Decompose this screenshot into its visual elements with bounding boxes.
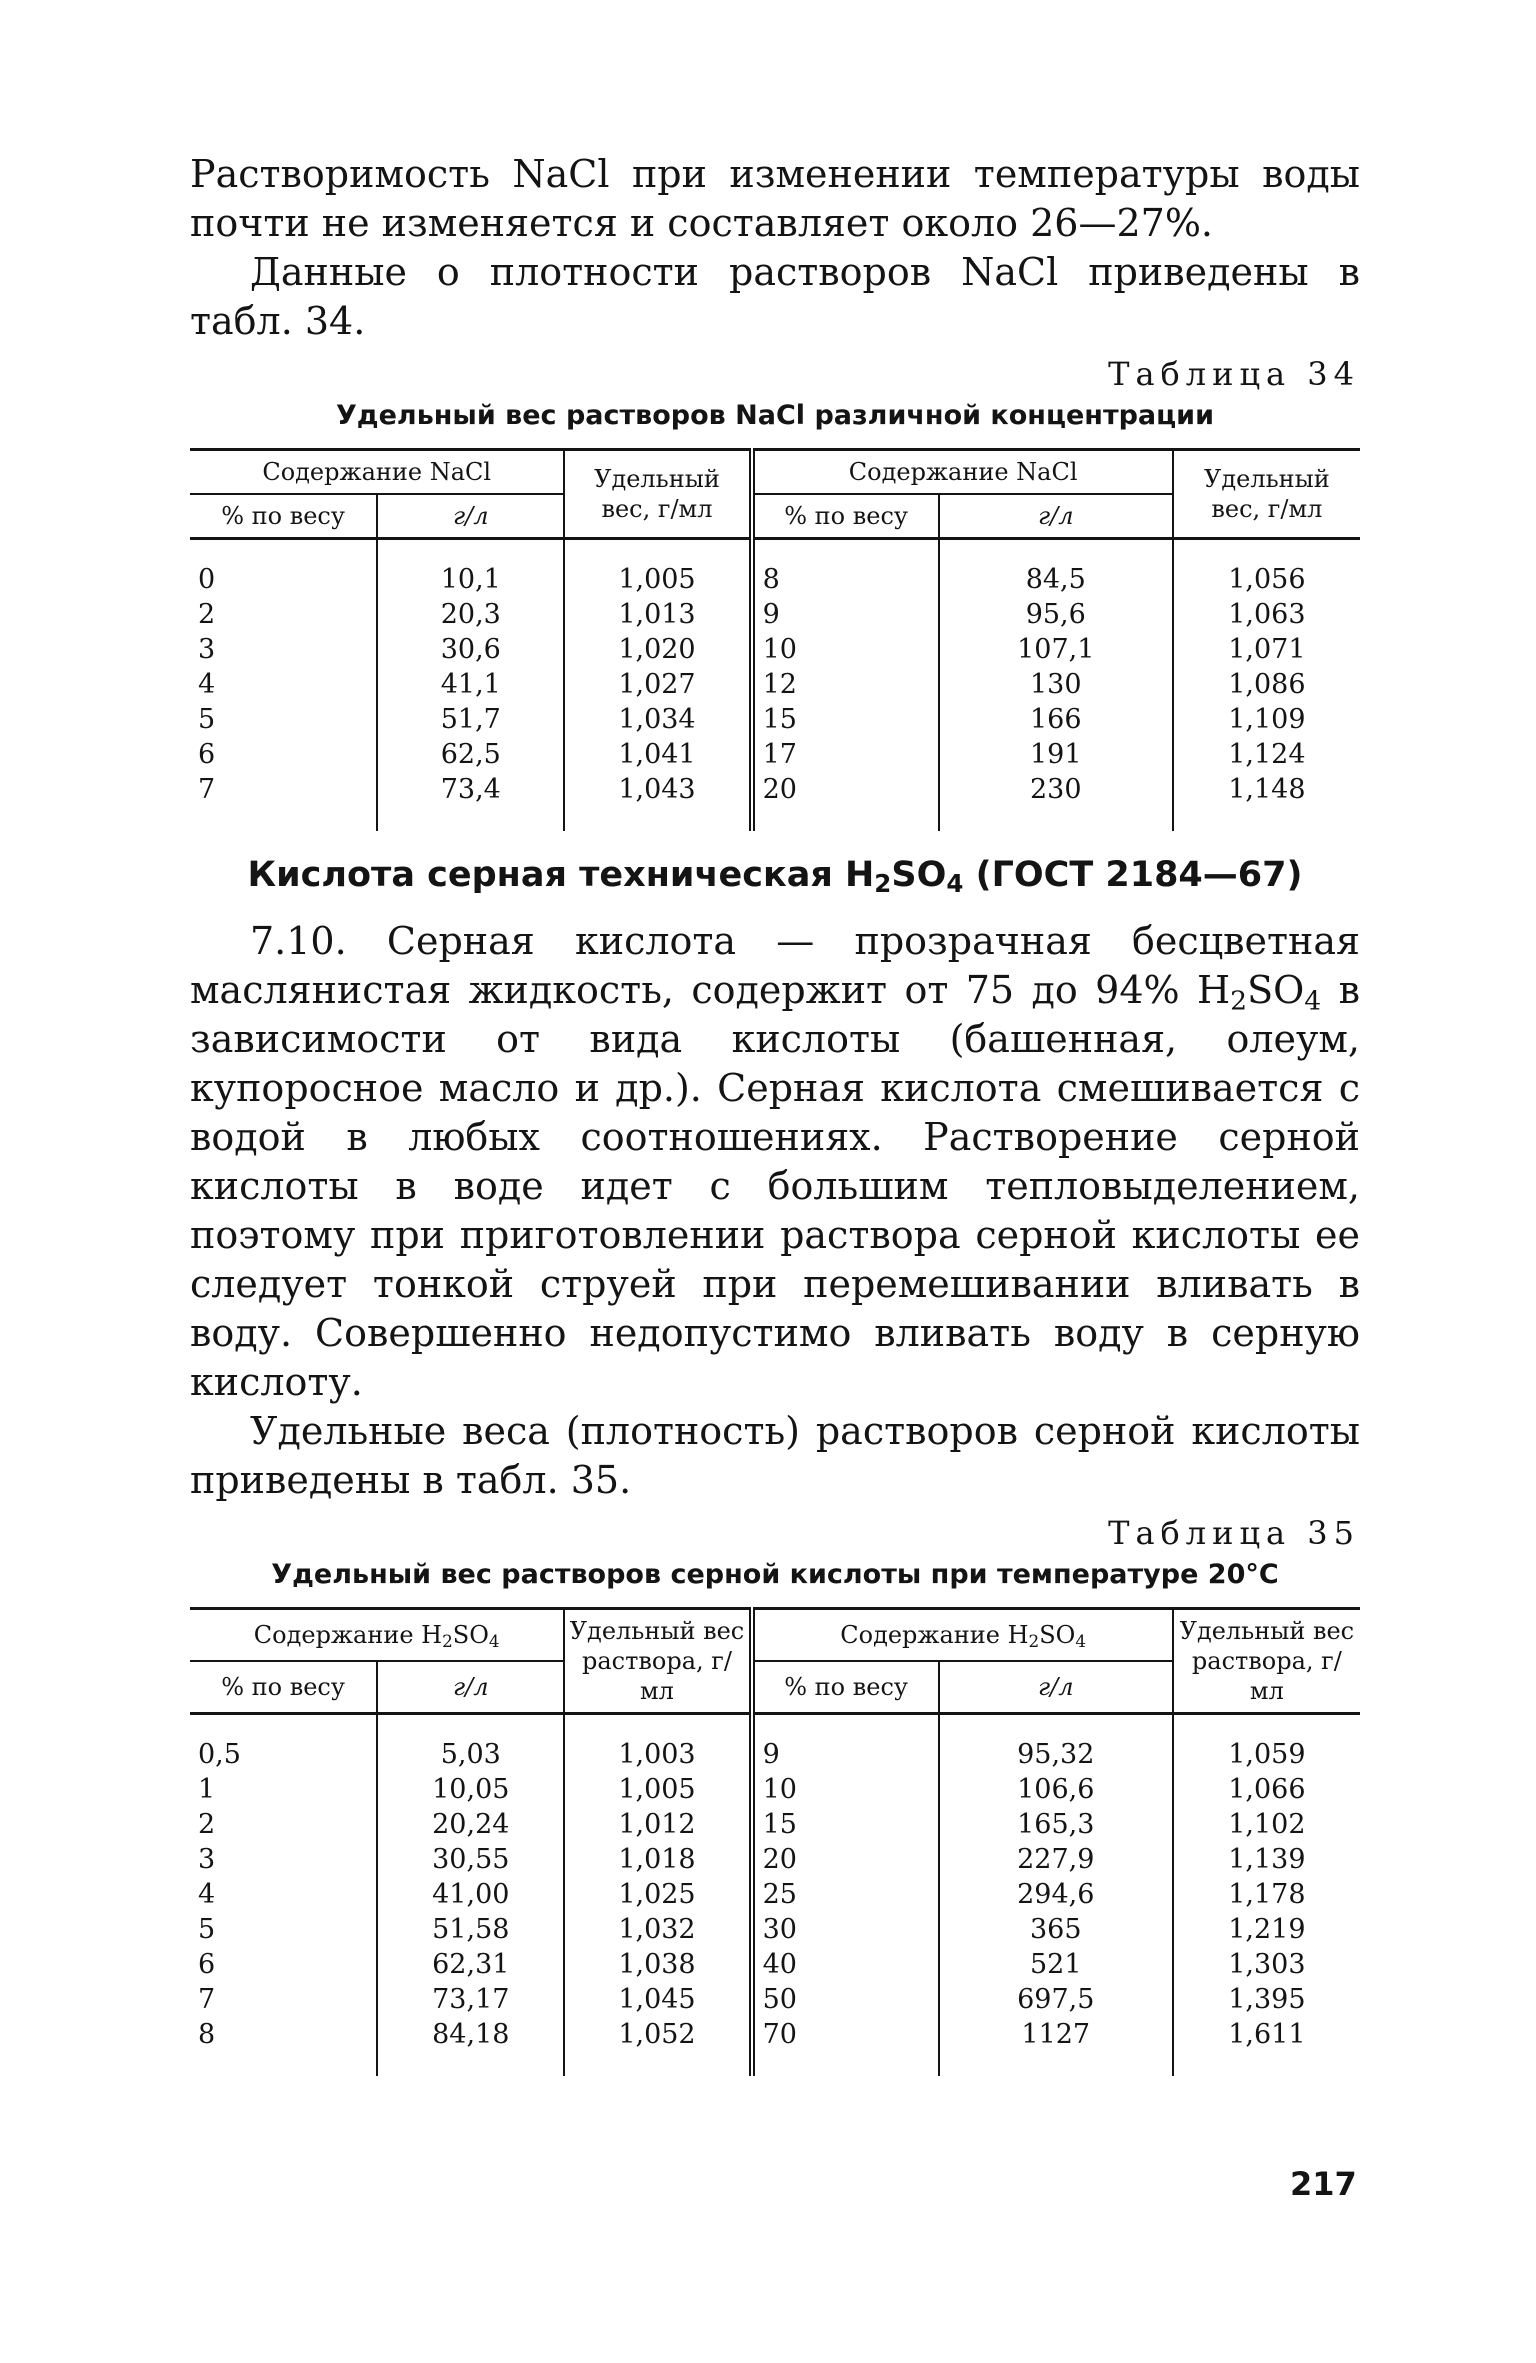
table35-cell-gl-right: 365 (939, 1912, 1173, 1947)
table35-cell-density-left: 1,045 (564, 1982, 751, 2017)
table35-row (190, 1772, 1360, 1807)
table34-cell-pct-right: 20 (752, 772, 939, 831)
para710-sub1: 2 (1230, 985, 1248, 1017)
table35-cell-density-right: 1,059 (1228, 1739, 1306, 1770)
table34-cell-gl-right: 230 (939, 772, 1173, 831)
table35-row (190, 1947, 1360, 1982)
table35-group-header-left (190, 1609, 564, 1662)
t35-gh-left-sub1: 2 (442, 1631, 453, 1652)
table34-cell-gl-right: 95,6 (939, 597, 1173, 632)
table35-cell-gl-right: 697,5 (939, 1982, 1173, 2017)
table34-cell-gl-left: 73,4 (377, 772, 564, 831)
table35-cell-gl-right: 95,32 (939, 1714, 1173, 1773)
table35-cell-gl-right: 106,6 (939, 1772, 1173, 1807)
para710-part1: 7.10. Серная кислота — прозрачная бесцветная маслянистая жидкость, содержит от 75 до 94% H (190, 919, 1360, 1012)
table34-cell-density-right: 1,063 (1228, 599, 1306, 630)
table35-cell-gl-right: 1127 (939, 2017, 1173, 2076)
table35-cell-density-left: 1,052 (564, 2017, 751, 2076)
table34-cell-pct-left: 7 (190, 772, 377, 831)
table35-cell-gl-left: 73,17 (377, 1982, 564, 2017)
table34-cell-gl-left: 41,1 (377, 667, 564, 702)
table34-density-header-right: Удельный вес, г/мл (1173, 450, 1360, 539)
intro-paragraph-2: Данные о плотности растворов NaCl приведены в табл. 34. (190, 250, 1360, 343)
table34-cell-pct-right: 17 (752, 737, 939, 772)
table34-density-header-left: Удельный вес, г/мл (564, 450, 751, 539)
table34-cell-pct-right: 8 (752, 539, 939, 598)
table35-cell-density-right: 1,219 (1228, 1914, 1306, 1945)
table35-row (190, 2017, 1360, 2076)
table35-density-header-left: Удельный вес раствора, г/мл (564, 1609, 751, 1714)
table34-cell-pct-right: 12 (752, 667, 939, 702)
table35-cell-gl-left: 51,58 (377, 1912, 564, 1947)
table35-cell-pct-right: 9 (752, 1714, 939, 1773)
table35-cell-density-left: 1,032 (564, 1912, 751, 1947)
table35-cell-gl-left: 10,05 (377, 1772, 564, 1807)
intro-paragraph-1: Растворимость NaCl при изменении температуры воды почти не изменяется и составляет около 26—27%. (190, 152, 1360, 245)
table34-cell-gl-right: 166 (939, 702, 1173, 737)
table34-body (190, 539, 1360, 832)
table35-cell-pct-right: 40 (752, 1947, 939, 1982)
table35-cell-density-right: 1,066 (1228, 1774, 1306, 1805)
table34-cell-pct-left: 3 (190, 632, 377, 667)
para710-mid: SO (1247, 968, 1305, 1012)
table34-cell-pct-right: 9 (752, 597, 939, 632)
table34-cell-density-left: 1,043 (564, 772, 751, 831)
table34-cell-gl-right: 107,1 (939, 632, 1173, 667)
t35-gh-left-prefix: Содержание H (253, 1621, 443, 1649)
section-heading-sub2: 4 (946, 869, 964, 899)
table35-gl-header-right: г/л (939, 1661, 1173, 1714)
table35-cell-pct-left: 1 (190, 1772, 377, 1807)
table35-cell-density-left: 1,005 (564, 1772, 751, 1807)
table35-number: Таблица 35 (1108, 1514, 1360, 1552)
table34-cell-pct-left: 2 (190, 597, 377, 632)
table34-gl-header-right: г/л (939, 494, 1173, 539)
table34-cell-density-right: 1,109 (1228, 704, 1306, 735)
table35-cell-gl-left: 20,24 (377, 1807, 564, 1842)
table35-cell-pct-right: 50 (752, 1982, 939, 2017)
table35-row (190, 1912, 1360, 1947)
table35-cell-gl-right: 165,3 (939, 1807, 1173, 1842)
table35-row (190, 1982, 1360, 2017)
table34-row (190, 632, 1360, 667)
table35-cell-gl-right: 227,9 (939, 1842, 1173, 1877)
table34-cell-density-left: 1,034 (564, 702, 751, 737)
table35-cell-pct-left: 4 (190, 1877, 377, 1912)
table34-group-header-left: Содержание NaCl (190, 450, 564, 495)
table34-cell-pct-right: 15 (752, 702, 939, 737)
paragraph-table35-ref: Удельные веса (плотность) растворов серной кислоты приведены в табл. 35. (190, 1409, 1360, 1502)
table35-cell-density-right: 1,102 (1228, 1809, 1306, 1840)
t35-gh-left-mid: SO (452, 1621, 489, 1649)
table34-cell-density-left: 1,020 (564, 632, 751, 667)
table35-body (190, 1714, 1360, 2077)
table35-cell-gl-right: 521 (939, 1947, 1173, 1982)
table34-cell-gl-left: 10,1 (377, 539, 564, 598)
table34-title: Удельный вес растворов NaCl различной концентрации (335, 400, 1214, 431)
table35-row (190, 1714, 1360, 1773)
table35-row (190, 1807, 1360, 1842)
table35-cell-pct-right: 10 (752, 1772, 939, 1807)
table34-cell-pct-left: 4 (190, 667, 377, 702)
table35 (190, 1607, 1360, 2076)
table35-cell-pct-left: 6 (190, 1947, 377, 1982)
table34-gl-header-left: г/л (377, 494, 564, 539)
section-heading-mid: SO (891, 855, 947, 895)
table35-cell-density-right: 1,395 (1228, 1984, 1306, 2015)
table34-row (190, 772, 1360, 831)
t35-gh-right-sub2: 4 (1075, 1631, 1087, 1652)
table35-cell-pct-left: 3 (190, 1842, 377, 1877)
table35-cell-density-right: 1,611 (1228, 2019, 1306, 2050)
table34-cell-gl-right: 130 (939, 667, 1173, 702)
table35-row (190, 1842, 1360, 1877)
table34-cell-pct-left: 6 (190, 737, 377, 772)
table34-cell-gl-left: 62,5 (377, 737, 564, 772)
table34-cell-gl-right: 191 (939, 737, 1173, 772)
table35-cell-pct-left: 0,5 (190, 1714, 377, 1773)
table35-cell-pct-left: 2 (190, 1807, 377, 1842)
table34 (190, 448, 1360, 831)
table35-cell-gl-left: 41,00 (377, 1877, 564, 1912)
table34-cell-density-left: 1,013 (564, 597, 751, 632)
table35-gl-header-left: г/л (377, 1661, 564, 1714)
table35-cell-pct-right: 30 (752, 1912, 939, 1947)
table35-cell-pct-right: 25 (752, 1877, 939, 1912)
table34-cell-density-right: 1,071 (1228, 634, 1306, 665)
table34-pct-header-right: % по весу (752, 494, 939, 539)
table35-cell-density-right: 1,178 (1228, 1879, 1306, 1910)
table34-number: Таблица 34 (1108, 355, 1360, 393)
table34-cell-density-right: 1,148 (1228, 774, 1306, 805)
table34-cell-pct-right: 10 (752, 632, 939, 667)
table35-cell-pct-left: 7 (190, 1982, 377, 2017)
table34-row (190, 539, 1360, 598)
table35-density-header-right: Удельный вес раствора, г/мл (1173, 1609, 1360, 1714)
table34-cell-density-right: 1,086 (1228, 669, 1306, 700)
page-number: 217 (1290, 2165, 1357, 2203)
table35-cell-density-left: 1,025 (564, 1877, 751, 1912)
page-content (190, 150, 1360, 2076)
table35-pct-header-right: % по весу (752, 1661, 939, 1714)
table35-cell-gl-left: 30,55 (377, 1842, 564, 1877)
table35-cell-density-right: 1,139 (1228, 1844, 1306, 1875)
section-heading (190, 853, 1360, 897)
table35-cell-density-left: 1,038 (564, 1947, 751, 1982)
table35-cell-gl-left: 5,03 (377, 1714, 564, 1773)
t35-gh-right-sub1: 2 (1028, 1631, 1040, 1652)
table34-cell-density-right: 1,056 (1228, 564, 1306, 595)
paragraph-7-10 (190, 917, 1360, 1407)
table35-cell-density-left: 1,018 (564, 1842, 751, 1877)
table35-cell-pct-left: 5 (190, 1912, 377, 1947)
table35-cell-density-right: 1,303 (1228, 1949, 1306, 1980)
table35-cell-pct-right: 70 (752, 2017, 939, 2076)
table34-group-header-right: Содержание NaCl (752, 450, 1173, 495)
para710-part2: в зависимости от вида кислоты (башенная, олеум, купоросное масло и др.). Серная кислота смешивается с водой в любых соотношениях. Растворение серной кислоты в воде идет с большим тепловыделением, поэтому при приготовлении раствора серной кислоты ее следует тонкой струей при перемешивании вливать в воду. Совершенно недопустимо вливать воду в серную кислоту. (190, 968, 1360, 1404)
table35-cell-gl-left: 84,18 (377, 2017, 564, 2076)
table34-row (190, 737, 1360, 772)
table35-cell-pct-left: 8 (190, 2017, 377, 2076)
t35-gh-right-mid: SO (1039, 1621, 1076, 1649)
table34-cell-pct-left: 0 (190, 539, 377, 598)
table34-cell-pct-left: 5 (190, 702, 377, 737)
t35-gh-left-sub2: 4 (488, 1631, 500, 1652)
table34-cell-gl-right: 84,5 (939, 539, 1173, 598)
table34-row (190, 597, 1360, 632)
table35-cell-gl-left: 62,31 (377, 1947, 564, 1982)
table35-cell-density-left: 1,012 (564, 1807, 751, 1842)
table35-cell-pct-right: 15 (752, 1807, 939, 1842)
table35-pct-header-left: % по весу (190, 1661, 377, 1714)
table35-cell-density-left: 1,003 (564, 1714, 751, 1773)
table35-row (190, 1877, 1360, 1912)
table34-cell-density-right: 1,124 (1228, 739, 1306, 770)
table34-pct-header-left: % по весу (190, 494, 377, 539)
section-heading-sub1: 2 (874, 869, 892, 899)
table34-cell-density-left: 1,027 (564, 667, 751, 702)
table35-cell-pct-right: 20 (752, 1842, 939, 1877)
table35-cell-gl-right: 294,6 (939, 1877, 1173, 1912)
table34-row (190, 667, 1360, 702)
para710-sub2: 4 (1304, 985, 1322, 1017)
section-heading-suffix: (ГОСТ 2184—67) (963, 855, 1303, 895)
table35-group-header-right (752, 1609, 1173, 1662)
table34-cell-gl-left: 20,3 (377, 597, 564, 632)
table34-cell-density-left: 1,041 (564, 737, 751, 772)
table34-cell-density-left: 1,005 (564, 539, 751, 598)
t35-gh-right-prefix: Содержание H (840, 1621, 1029, 1649)
table34-cell-gl-left: 51,7 (377, 702, 564, 737)
section-heading-prefix: Кислота серная техническая H (247, 855, 875, 895)
table34-cell-gl-left: 30,6 (377, 632, 564, 667)
table34-row (190, 702, 1360, 737)
table35-title: Удельный вес растворов серной кислоты при температуре 20°С (271, 1559, 1279, 1590)
